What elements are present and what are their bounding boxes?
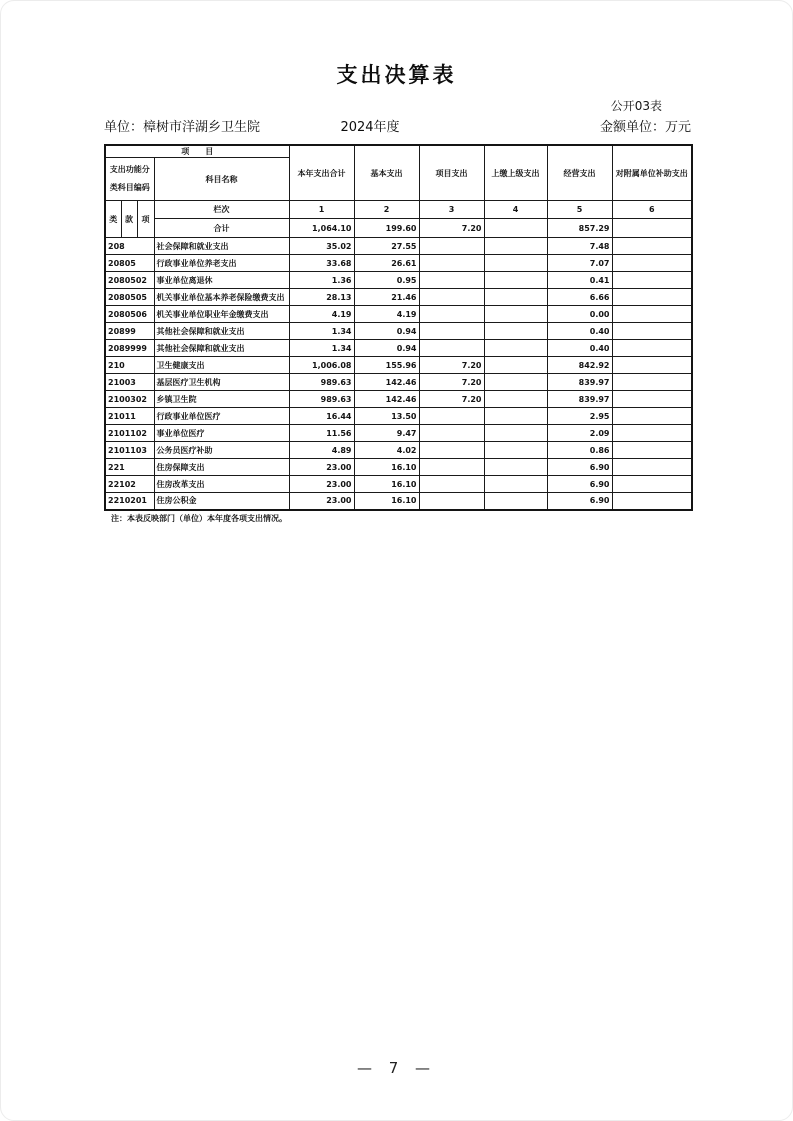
code-header-line1: 支出功能分 [109, 164, 150, 174]
row-code: 21003 [105, 374, 154, 391]
row-value: 6.90 [547, 493, 612, 510]
row-value: 6.90 [547, 476, 612, 493]
row-code: 208 [105, 238, 154, 255]
row-value: 2.09 [547, 425, 612, 442]
row-subject-name: 其他社会保障和就业支出 [154, 340, 289, 357]
row-value: 0.94 [354, 323, 419, 340]
row-value [419, 323, 484, 340]
row-value: 16.10 [354, 493, 419, 510]
row-value: 16.10 [354, 459, 419, 476]
row-code: 20805 [105, 255, 154, 272]
row-value: 4.89 [289, 442, 354, 459]
row-value [484, 476, 547, 493]
row-value [419, 238, 484, 255]
row-value [612, 374, 692, 391]
year-label: 2024年度 [340, 120, 400, 135]
row-value: 839.97 [547, 391, 612, 408]
table-row [105, 340, 692, 357]
row-value [484, 340, 547, 357]
row-value: 989.63 [289, 374, 354, 391]
col-number: 2 [354, 201, 419, 219]
row-value: 1.34 [289, 323, 354, 340]
row-value [612, 289, 692, 306]
row-value: 7.20 [419, 391, 484, 408]
row-value [484, 442, 547, 459]
meta-row [104, 116, 691, 135]
table-row [105, 391, 692, 408]
row-value: 1,006.08 [289, 357, 354, 374]
row-value: 7.07 [547, 255, 612, 272]
table-row [105, 238, 692, 255]
row-value: 4.19 [354, 306, 419, 323]
row-value [612, 493, 692, 510]
row-code: 221 [105, 459, 154, 476]
total-value: 7.20 [419, 219, 484, 238]
total-value: 857.29 [547, 219, 612, 238]
total-value [612, 219, 692, 238]
row-value: 26.61 [354, 255, 419, 272]
row-value: 7.20 [419, 374, 484, 391]
row-value [612, 391, 692, 408]
row-value: 989.63 [289, 391, 354, 408]
total-label-cell: 合计 [154, 219, 289, 238]
row-code: 2210201 [105, 493, 154, 510]
table-row [105, 289, 692, 306]
row-value: 0.40 [547, 340, 612, 357]
row-code: 21011 [105, 408, 154, 425]
row-value: 0.00 [547, 306, 612, 323]
row-value: 0.86 [547, 442, 612, 459]
code-header-cell [105, 158, 154, 201]
row-value [484, 425, 547, 442]
code-header-line2: 类科目编码 [109, 182, 150, 192]
row-value: 33.68 [289, 255, 354, 272]
row-value [612, 255, 692, 272]
row-value [484, 374, 547, 391]
row-value [612, 476, 692, 493]
row-value: 0.41 [547, 272, 612, 289]
row-subject-name: 行政事业单位养老支出 [154, 255, 289, 272]
name-header-cell: 科目名称 [154, 158, 289, 201]
row-value [612, 442, 692, 459]
row-code: 2080502 [105, 272, 154, 289]
row-value [484, 289, 547, 306]
table-row [105, 272, 692, 289]
row-subject-name: 住房公积金 [154, 493, 289, 510]
row-value: 7.20 [419, 357, 484, 374]
row-value: 35.02 [289, 238, 354, 255]
table-row [105, 493, 692, 510]
table-row [105, 476, 692, 493]
row-value [612, 323, 692, 340]
row-value [612, 340, 692, 357]
row-subject-name: 公务员医疗补助 [154, 442, 289, 459]
row-value: 7.48 [547, 238, 612, 255]
row-subject-name: 乡镇卫生院 [154, 391, 289, 408]
row-value: 839.97 [547, 374, 612, 391]
row-value [419, 459, 484, 476]
row-subject-name: 机关事业单位职业年金缴费支出 [154, 306, 289, 323]
row-value [419, 340, 484, 357]
table-row [105, 323, 692, 340]
total-value: 1,064.10 [289, 219, 354, 238]
row-value [484, 255, 547, 272]
row-code: 2089999 [105, 340, 154, 357]
col-header-total: 本年支出合计 [289, 145, 354, 201]
row-subject-name: 社会保障和就业支出 [154, 238, 289, 255]
total-row [105, 219, 692, 238]
row-code: 2080505 [105, 289, 154, 306]
row-code: 22102 [105, 476, 154, 493]
col-number: 3 [419, 201, 484, 219]
row-value [419, 272, 484, 289]
col-number: 5 [547, 201, 612, 219]
row-subject-name: 其他社会保障和就业支出 [154, 323, 289, 340]
row-value: 9.47 [354, 425, 419, 442]
row-value [419, 425, 484, 442]
page-title: 支出决算表 [336, 63, 457, 87]
col-header-subsidy: 对附属单位补助支出 [612, 145, 692, 201]
row-subject-name: 行政事业单位医疗 [154, 408, 289, 425]
row-value [612, 306, 692, 323]
row-value: 27.55 [354, 238, 419, 255]
row-value: 4.02 [354, 442, 419, 459]
row-code: 20899 [105, 323, 154, 340]
row-value [612, 425, 692, 442]
row-value: 16.44 [289, 408, 354, 425]
row-value: 23.00 [289, 476, 354, 493]
row-code: 2100302 [105, 391, 154, 408]
row-subject-name: 住房改革支出 [154, 476, 289, 493]
lanci-label-cell: 栏次 [154, 201, 289, 219]
total-value: 199.60 [354, 219, 419, 238]
col-number: 6 [612, 201, 692, 219]
row-value [484, 238, 547, 255]
row-value: 2.95 [547, 408, 612, 425]
row-value: 0.94 [354, 340, 419, 357]
row-value [612, 459, 692, 476]
col-number: 4 [484, 201, 547, 219]
row-value [612, 357, 692, 374]
row-code: 2080506 [105, 306, 154, 323]
col-header-upper: 上缴上级支出 [484, 145, 547, 201]
row-value: 23.00 [289, 493, 354, 510]
row-value: 28.13 [289, 289, 354, 306]
row-value [484, 408, 547, 425]
row-value [419, 493, 484, 510]
row-value: 0.95 [354, 272, 419, 289]
code-sub-kuan: 款 [121, 201, 137, 238]
col-header-operating: 经营支出 [547, 145, 612, 201]
table-row [105, 374, 692, 391]
table-row [105, 255, 692, 272]
row-value: 6.90 [547, 459, 612, 476]
row-value [419, 306, 484, 323]
row-subject-name: 住房保障支出 [154, 459, 289, 476]
row-value [419, 442, 484, 459]
row-value: 13.50 [354, 408, 419, 425]
row-subject-name: 卫生健康支出 [154, 357, 289, 374]
row-value [419, 289, 484, 306]
row-value [484, 357, 547, 374]
row-value [484, 493, 547, 510]
table-row [105, 425, 692, 442]
row-value [419, 476, 484, 493]
row-value: 0.40 [547, 323, 612, 340]
row-value: 142.46 [354, 374, 419, 391]
footnote: 注：本表反映部门（单位）本年度各项支出情况。 [111, 514, 287, 523]
row-value: 1.36 [289, 272, 354, 289]
row-value [612, 272, 692, 289]
row-value: 21.46 [354, 289, 419, 306]
row-subject-name: 事业单位离退休 [154, 272, 289, 289]
col-number: 1 [289, 201, 354, 219]
unit-label: 单位：樟树市洋湖乡卫生院 [104, 120, 261, 135]
header-row-item [105, 145, 692, 158]
table-label: 公开03表 [610, 99, 662, 113]
col-header-basic: 基本支出 [354, 145, 419, 201]
row-value: 4.19 [289, 306, 354, 323]
row-value [484, 459, 547, 476]
row-subject-name: 事业单位医疗 [154, 425, 289, 442]
row-value: 155.96 [354, 357, 419, 374]
row-value: 1.34 [289, 340, 354, 357]
code-sub-xiang: 项 [137, 201, 154, 238]
header-row-lanci [105, 201, 692, 219]
item-header-cell: 项 目 [105, 145, 289, 158]
row-value: 142.46 [354, 391, 419, 408]
amount-unit-label: 金额单位：万元 [599, 120, 691, 135]
row-value: 23.00 [289, 459, 354, 476]
row-value [484, 306, 547, 323]
table-row [105, 357, 692, 374]
total-value [484, 219, 547, 238]
row-value: 11.56 [289, 425, 354, 442]
row-value [484, 323, 547, 340]
row-value: 842.92 [547, 357, 612, 374]
row-code: 2101103 [105, 442, 154, 459]
row-value [612, 238, 692, 255]
row-value [484, 391, 547, 408]
table-row [105, 442, 692, 459]
row-value [484, 272, 547, 289]
row-subject-name: 机关事业单位基本养老保险缴费支出 [154, 289, 289, 306]
table-row [105, 306, 692, 323]
row-subject-name: 基层医疗卫生机构 [154, 374, 289, 391]
row-code: 2101102 [105, 425, 154, 442]
code-sub-lei: 类 [105, 201, 121, 238]
page-number: — 7 — [356, 1059, 437, 1077]
row-value [419, 408, 484, 425]
table-row [105, 408, 692, 425]
row-value: 6.66 [547, 289, 612, 306]
col-header-project: 项目支出 [419, 145, 484, 201]
table-row [105, 459, 692, 476]
expenditure-table [104, 144, 693, 511]
row-value: 16.10 [354, 476, 419, 493]
row-value [612, 408, 692, 425]
row-code: 210 [105, 357, 154, 374]
row-value [419, 255, 484, 272]
